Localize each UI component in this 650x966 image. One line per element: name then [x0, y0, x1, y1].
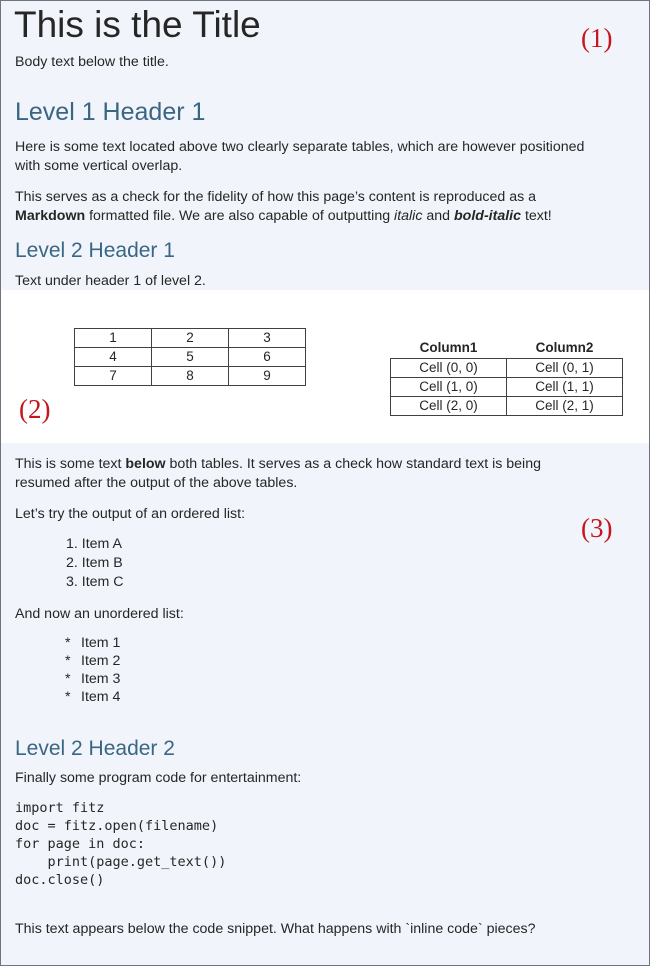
table-cell: 2 — [152, 329, 229, 348]
below-tables-line2: resumed after the output of the above tables. — [15, 475, 298, 491]
bullet-marker: * — [65, 689, 71, 705]
table-cell: 3 — [229, 329, 306, 348]
below-tables-line1 — [15, 455, 541, 474]
table-cell: 5 — [152, 348, 229, 367]
table-cell: 9 — [229, 367, 306, 386]
column-header: Column2 — [535, 340, 594, 355]
final-text: This text appears below the code snippet. What happens with `inline code` pieces? — [15, 921, 536, 937]
table-row — [391, 397, 623, 416]
table-row — [75, 329, 306, 348]
title-body-text: Body text below the title. — [15, 54, 169, 70]
list-item: 1. Item A — [66, 536, 122, 552]
unordered-list — [65, 634, 120, 706]
table-row — [75, 367, 306, 386]
bold-italic-text: bold-italic — [454, 208, 521, 224]
code-line: doc.close() — [15, 872, 105, 888]
list-item: 2. Item B — [66, 555, 123, 571]
list-item — [65, 670, 120, 688]
table-row — [75, 348, 306, 367]
markdown-bold-text: Markdown — [15, 208, 86, 224]
below-text-start: This is some text — [15, 456, 126, 472]
table-cell: 1 — [75, 329, 152, 348]
section-marker-2: (2) — [19, 394, 51, 424]
table-cell: Cell (2, 1) — [507, 397, 623, 416]
table-cell: Cell (2, 0) — [391, 397, 507, 416]
table-header-row — [391, 338, 623, 359]
table-cell: Cell (1, 1) — [507, 378, 623, 397]
list-item — [65, 652, 120, 670]
code-block — [15, 799, 226, 889]
intro-paragraph-line1: Here is some text located above two clearly separate tables, which are however positioned — [15, 139, 585, 155]
section-2-tables — [1, 290, 649, 443]
code-line: print(page.get_text()) — [15, 854, 227, 870]
fidelity-paragraph-line1: This serves as a check for the fidelity of how this page’s content is reproduced as a — [15, 189, 537, 205]
bullet-marker: * — [65, 635, 71, 651]
fidelity-paragraph-line2 — [15, 207, 552, 226]
table-row — [391, 378, 623, 397]
level2-header-1: Level 2 Header 1 — [15, 239, 175, 262]
number-table — [74, 328, 306, 386]
page-title: This is the Title — [14, 4, 261, 45]
section-1 — [1, 1, 649, 290]
list-item: 3. Item C — [66, 574, 124, 590]
bullet-marker: * — [65, 653, 71, 669]
table-cell: 4 — [75, 348, 152, 367]
fidelity-text: formatted file. We are also capable of outputting — [85, 208, 395, 224]
list-item-text: Item 3 — [81, 671, 121, 687]
bullet-marker: * — [65, 671, 71, 687]
code-line: for page in doc: — [15, 836, 146, 852]
list-item-text: Item 4 — [81, 689, 121, 705]
table-cell: Cell (1, 0) — [391, 378, 507, 397]
ordered-list — [66, 535, 124, 592]
cell-table — [390, 338, 623, 416]
end-text: text! — [521, 208, 552, 224]
section-marker-3: (3) — [581, 513, 613, 543]
intro-paragraph-line2: with some vertical overlap. — [15, 158, 183, 174]
list-item-text: Item 1 — [81, 635, 121, 651]
table-row — [391, 359, 623, 378]
list-item — [65, 688, 120, 706]
table-cell: 8 — [152, 367, 229, 386]
code-line: import fitz — [15, 800, 105, 816]
table-cell: 6 — [229, 348, 306, 367]
list-item-text: Item 2 — [81, 653, 121, 669]
code-intro-text: Finally some program code for entertainment: — [15, 770, 302, 786]
table-cell: Cell (0, 0) — [391, 359, 507, 378]
level1-header: Level 1 Header 1 — [15, 98, 206, 126]
ordered-list-intro: Let’s try the output of an ordered list: — [15, 506, 246, 522]
level2-header-1-text: Text under header 1 of level 2. — [15, 273, 206, 289]
code-line: doc = fitz.open(filename) — [15, 818, 219, 834]
table-cell: 7 — [75, 367, 152, 386]
below-text-end: both tables. It serves as a check how standard text is being — [165, 456, 541, 472]
level2-header-2: Level 2 Header 2 — [15, 737, 175, 760]
unordered-list-intro: And now an unordered list: — [15, 606, 184, 622]
list-item — [65, 634, 120, 652]
table-cell: Cell (0, 1) — [507, 359, 623, 378]
and-text: and — [422, 208, 454, 224]
column-header: Column1 — [419, 340, 478, 355]
section-3 — [1, 443, 649, 965]
italic-text: italic — [394, 208, 423, 224]
section-marker-1: (1) — [581, 23, 613, 53]
below-bold-text: below — [125, 456, 166, 472]
